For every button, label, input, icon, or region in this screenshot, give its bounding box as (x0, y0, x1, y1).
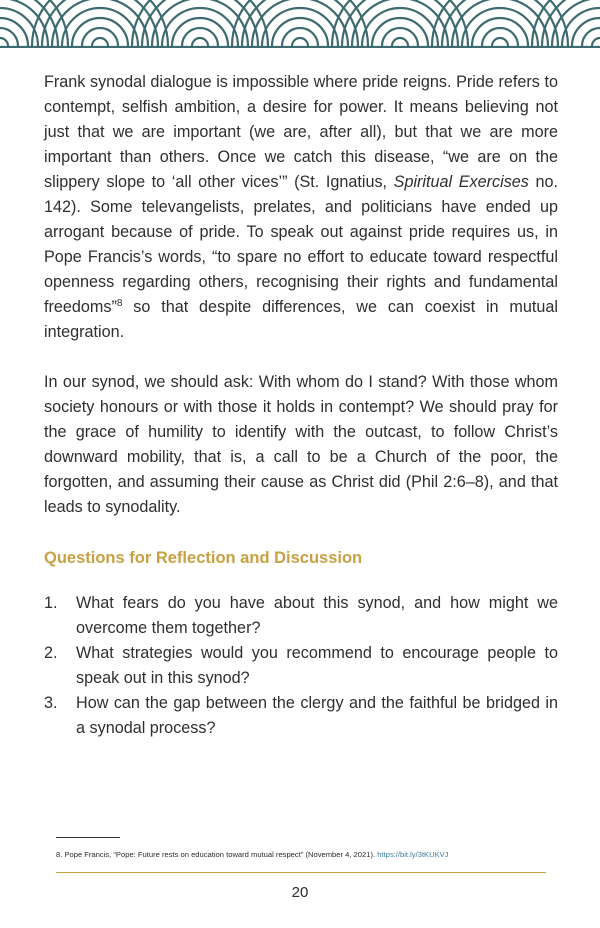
section-heading: Questions for Reflection and Discussion (44, 549, 363, 567)
footer-divider (56, 872, 546, 873)
question-item: 2. What strategies would you recommend to encourage people to speak out in this synod? (44, 644, 558, 687)
footnote-reference: 8 (116, 298, 123, 309)
body-paragraph-synod: In our synod, we should ask: With whom do I stand? With those whom society honours or with those it holds in contempt? We should pray for the grace of humility to identify with the outcast, to follow Christ’s downward mobility, that is, a call to be a Church of the poor, the forgotten, and assuming their cause as Christ did (Phil 2:6–8), and that leads to synodality. (44, 373, 558, 516)
footnote: 8. Pope Francis, “Pope: Future rests on education toward mutual respect” (November 4, 2021). https://bit.ly/3tKUKVJ (56, 850, 449, 859)
question-item: 1. What fears do you have about this synod, and how might we overcome them together? (44, 594, 558, 637)
page-content (44, 70, 558, 741)
footnote-divider (56, 837, 120, 838)
decorative-wave-banner (0, 0, 600, 60)
footnote-link[interactable]: https://bit.ly/3tKUKVJ (377, 850, 449, 859)
body-paragraph-pride: Frank synodal dialogue is impossible where pride reigns. Pride refers to contempt, selfish ambition, a desire for power. It means believing not just that we are important (we are, after all), but that we are more important than others. Once we catch this disease, “we are on the slippery slope to ‘all other vices’” (St. Ignatius, Spiritual Exercises no. 142). Some televangelists, prelates, and politicians have ended up arrogant because of pride. To speak out against pride requires us, in Pope Francis’s words, “to spare no effort to educate toward respectful openness regarding others, recognising their rights and fundamental freedoms”$^8$ so that despite differences, we can coexist in mutual integration. (44, 73, 558, 341)
page-number: 20 (291, 884, 309, 901)
question-list (44, 591, 558, 741)
question-item: 3. How can the gap between the clergy and the faithful be bridged in a synodal process? (44, 694, 558, 737)
book-title-italic: Spiritual Exercises (393, 173, 529, 191)
